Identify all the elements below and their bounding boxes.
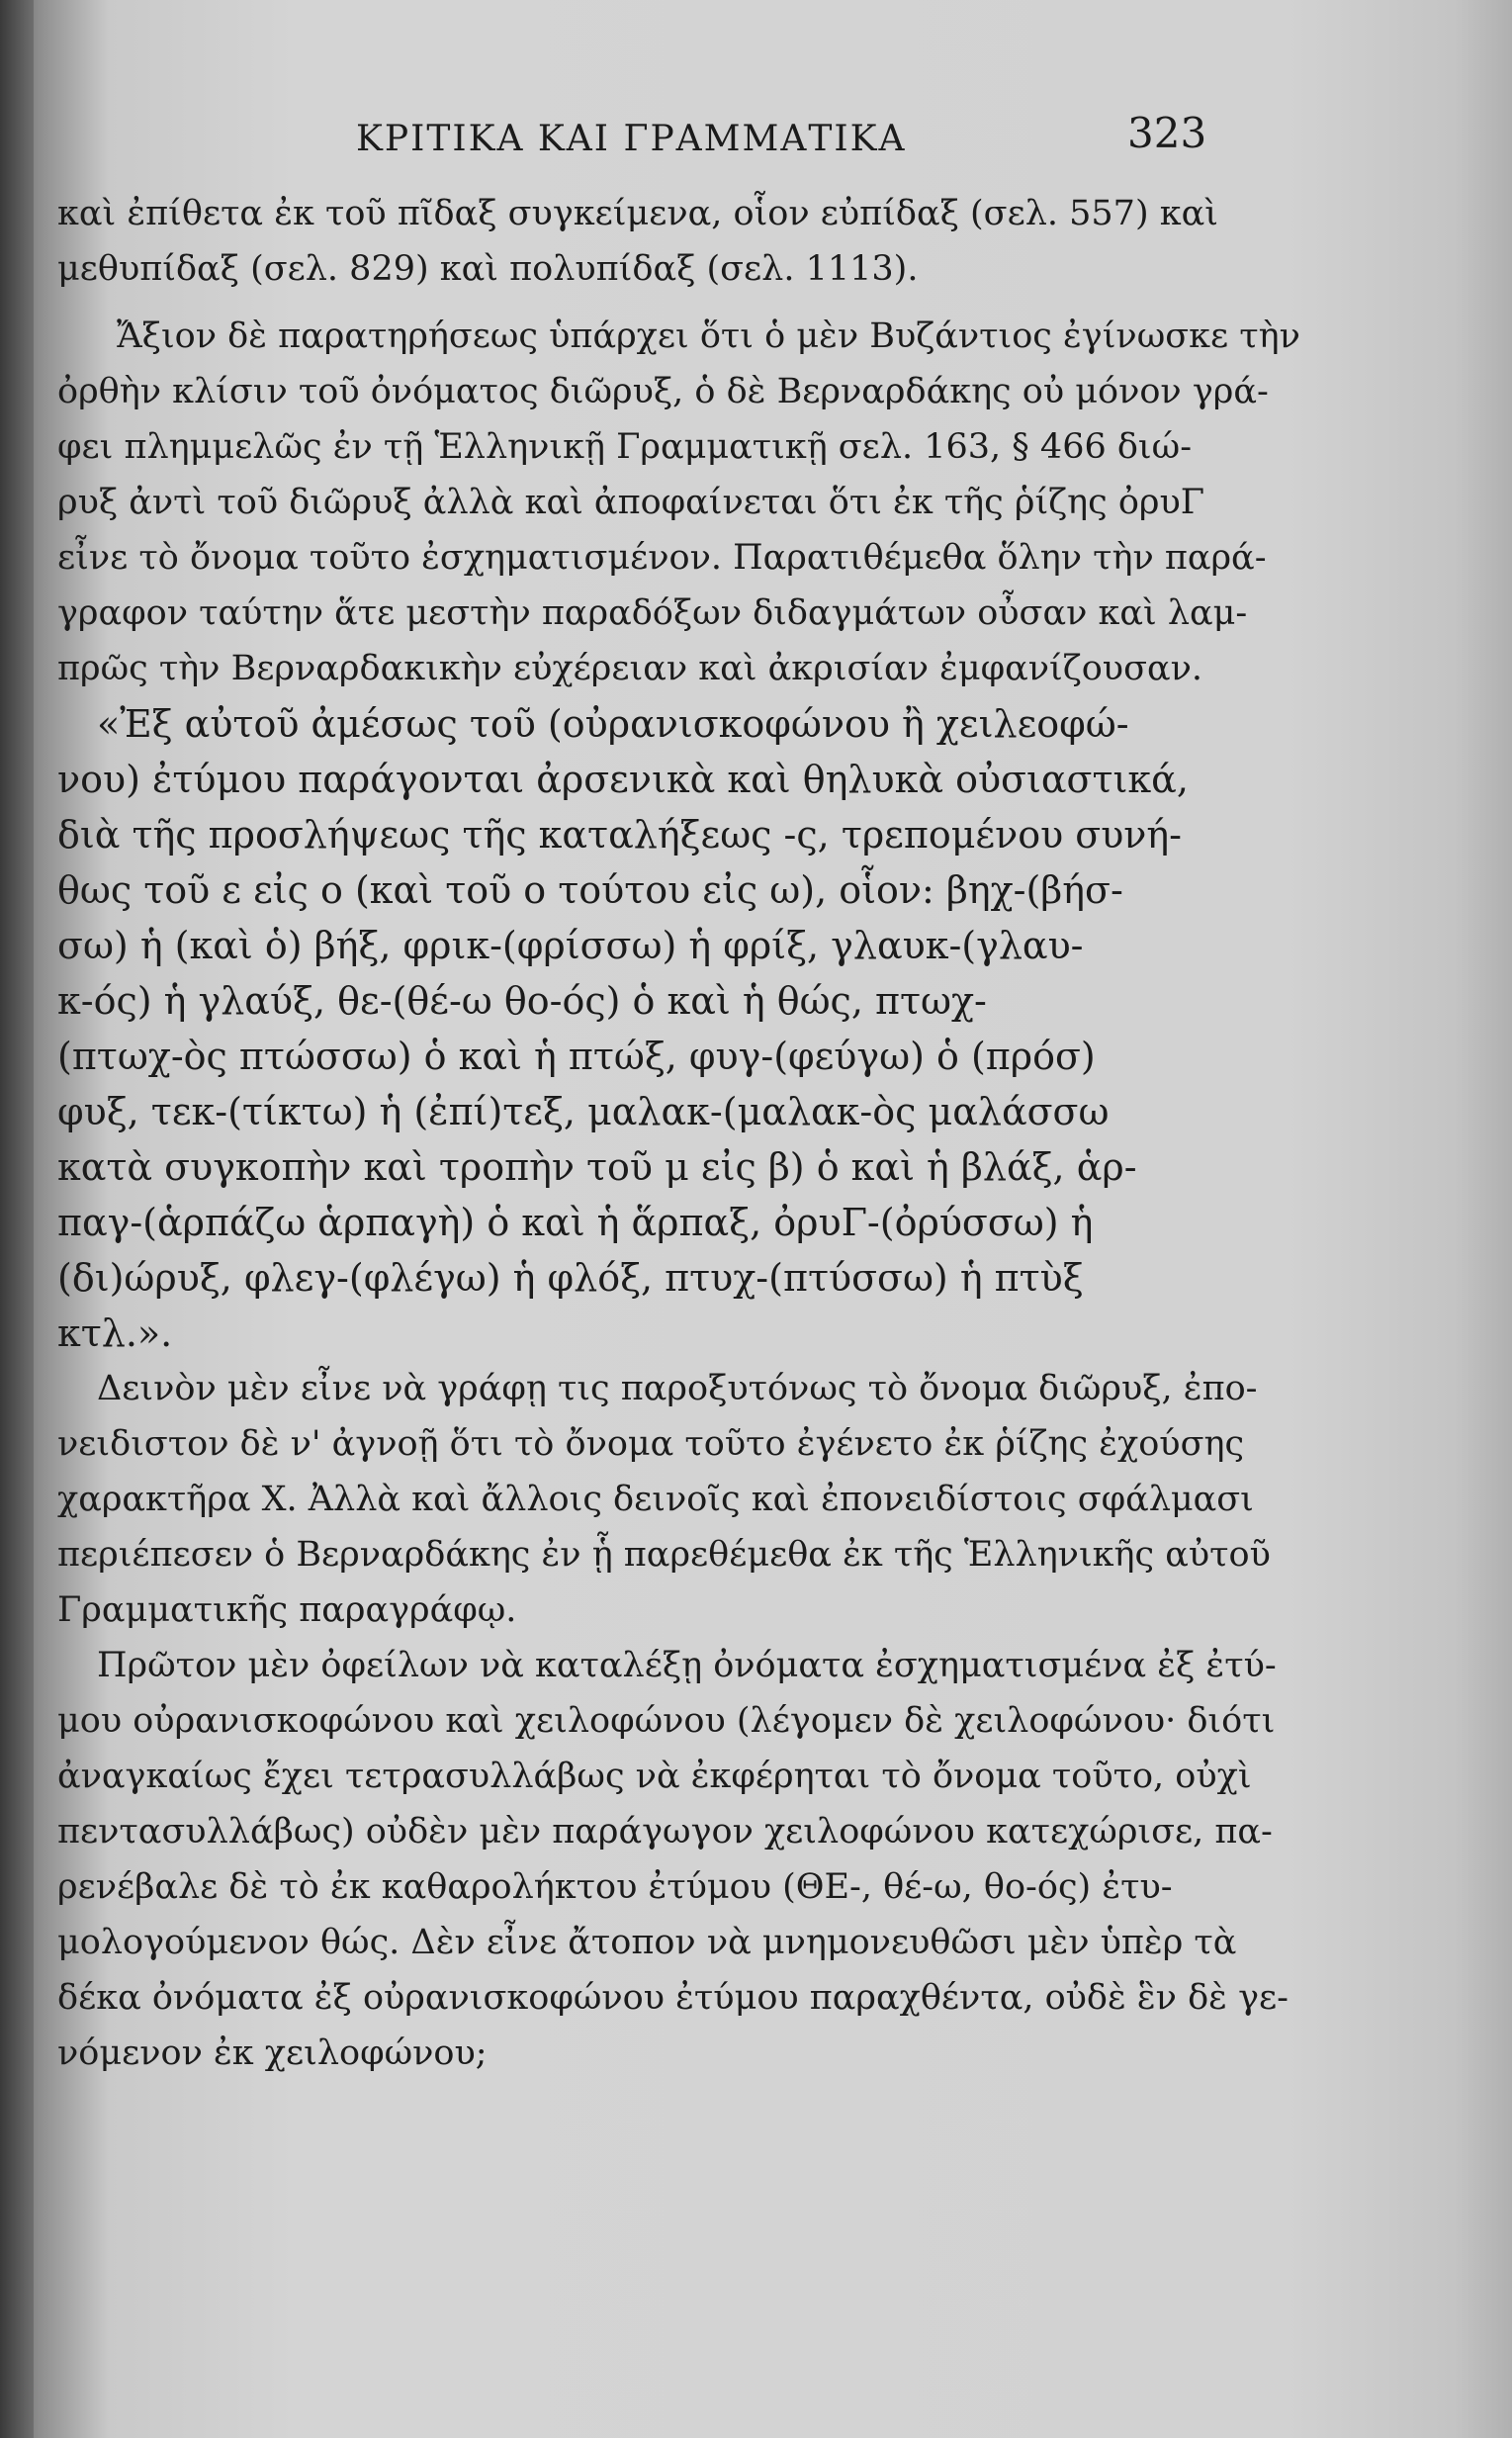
- text-line: ὀρθὴν κλίσιν τοῦ ὀνόματος διῶρυξ, ὁ δὲ Βερναρδάκης οὐ μόνον γρά-: [57, 372, 1269, 411]
- page-number: 323: [1127, 109, 1207, 157]
- quote-line: θως τοῦ ε εἰς ο (καὶ τοῦ ο τούτου εἰς ω), οἷον: βηχ-(βήσ-: [57, 868, 1123, 912]
- quote-line: (πτωχ-ὸς πτώσσω) ὁ καὶ ἡ πτώξ, φυγ-(φεύγω) ὁ (πρόσ): [57, 1035, 1096, 1078]
- text-line: πεντασυλλάβως) οὐδὲν μὲν παράγωγον χειλοφώνου κατεχώρισε, πα-: [57, 1812, 1273, 1851]
- text-line: ρενέβαλε δὲ τὸ ἐκ καθαρολήκτου ἐτύμου (ΘΕ-, θέ-ω, θο-ός) ἐτυ-: [57, 1867, 1173, 1907]
- quote-line: παγ-(ἁρπάζω ἁρπαγὴ) ὁ καὶ ἡ ἅρπαξ, ὀρυΓ-(ὀρύσσω) ἡ: [57, 1201, 1094, 1244]
- quote-line: κ-ός) ἡ γλαύξ, θε-(θέ-ω θο-ός) ὁ καὶ ἡ θώς, πτωχ-: [57, 979, 987, 1023]
- text-line: Δεινὸν μὲν εἶνε νὰ γράφῃ τις παροξυτόνως τὸ ὄνομα διῶρυξ, ἐπο-: [97, 1369, 1258, 1408]
- quote-line: φυξ, τεκ-(τίκτω) ἡ (ἐπί)τεξ, μαλακ-(μαλακ-ὸς μαλάσσω: [57, 1090, 1110, 1133]
- quote-line: κατὰ συγκοπὴν καὶ τροπὴν τοῦ μ εἰς β) ὁ καὶ ἡ βλάξ, ἁρ-: [57, 1145, 1137, 1189]
- book-spine-shadow: [0, 0, 34, 2438]
- text-line: χαρακτῆρα Χ. Ἀλλὰ καὶ ἄλλοις δεινοῖς καὶ ἐπονειδίστοις σφάλμασι: [57, 1480, 1254, 1519]
- text-line: νειδιστον δὲ ν' ἀγνοῇ ὅτι τὸ ὄνομα τοῦτο ἐγένετο ἐκ ῥίζης ἐχούσης: [57, 1424, 1245, 1464]
- body-text: [57, 186, 1300, 2081]
- text-line: γραφον ταύτην ἅτε μεστὴν παραδόξων διδαγμάτων οὖσαν καὶ λαμ-: [57, 593, 1248, 633]
- quote-line: κτλ.».: [57, 1311, 173, 1355]
- text-line: Γραμματικῆς παραγράφῳ.: [57, 1590, 517, 1630]
- quote-line: διὰ τῆς προσλήψεως τῆς καταλήξεως -ς, τρεπομένου συνή-: [57, 813, 1183, 857]
- page-header: [0, 109, 1512, 168]
- text-line: δέκα ὀνόματα ἐξ οὐρανισκοφώνου ἐτύμου παραχθέντα, οὐδὲ ἓν δὲ γε-: [57, 1978, 1289, 2018]
- text-line: πρῶς τὴν Βερναρδακικὴν εὐχέρειαν καὶ ἀκρισίαν ἐμφανίζουσαν.: [57, 649, 1203, 688]
- quote-line: νου) ἐτύμου παράγονται ἀρσενικὰ καὶ θηλυκὰ οὐσιαστικά,: [57, 758, 1189, 801]
- text-line: ἀναγκαίως ἔχει τετρασυλλάβως νὰ ἐκφέρηται τὸ ὄνομα τοῦτο, οὐχὶ: [57, 1757, 1252, 1796]
- text-line: φει πλημμελῶς ἐν τῇ Ἑλληνικῇ Γραμματικῇ σελ. 163, § 466 διώ-: [57, 427, 1193, 467]
- quote-line: σω) ἡ (καὶ ὁ) βήξ, φρικ-(φρίσσω) ἡ φρίξ, γλαυκ-(γλαυ-: [57, 924, 1084, 967]
- text-line: Πρῶτον μὲν ὀφείλων νὰ καταλέξῃ ὀνόματα ἐσχηματισμένα ἐξ ἐτύ-: [97, 1646, 1277, 1685]
- text-line: περιέπεσεν ὁ Βερναρδάκης ἐν ᾗ παρεθέμεθα ἐκ τῆς Ἑλληνικῆς αὐτοῦ: [57, 1535, 1271, 1575]
- quote-line: (δι)ώρυξ, φλεγ-(φλέγω) ἡ φλόξ, πτυχ-(πτύσσω) ἡ πτὺξ: [57, 1256, 1084, 1300]
- text-line: νόμενον ἐκ χειλοφώνου;: [57, 2033, 488, 2073]
- text-line: μου οὐρανισκοφώνου καὶ χειλοφώνου (λέγομεν δὲ χειλοφώνου· διότι: [57, 1701, 1276, 1741]
- text-line: καὶ ἐπίθετα ἐκ τοῦ πῖδαξ συγκείμενα, οἷον εὐπίδαξ (σελ. 557) καὶ: [57, 194, 1218, 233]
- text-line: μεθυπίδαξ (σελ. 829) καὶ πολυπίδαξ (σελ. 1113).: [57, 249, 919, 289]
- text-line: Ἄξιον δὲ παρατηρήσεως ὑπάρχει ὅτι ὁ μὲν Βυζάντιος ἐγίνωσκε τὴν: [117, 316, 1300, 356]
- quote-line: «Ἐξ αὐτοῦ ἀμέσως τοῦ (οὐρανισκοφώνου ἢ χειλεοφώ-: [97, 702, 1129, 746]
- running-title: ΚΡΙΤΙΚΑ ΚΑΙ ΓΡΑΜΜΑΤΙΚΑ: [356, 119, 907, 159]
- text-line: εἶνε τὸ ὄνομα τοῦτο ἐσχηματισμένον. Παρατιθέμεθα ὅλην τὴν παρά-: [57, 538, 1267, 578]
- text-line: μολογούμενον θώς. Δὲν εἶνε ἄτοπον νὰ μνημονευθῶσι μὲν ὑπὲρ τὰ: [57, 1923, 1237, 1962]
- text-line: ρυξ ἀντὶ τοῦ διῶρυξ ἀλλὰ καὶ ἀποφαίνεται ὅτι ἐκ τῆς ῥίζης ὀρυΓ: [57, 483, 1205, 522]
